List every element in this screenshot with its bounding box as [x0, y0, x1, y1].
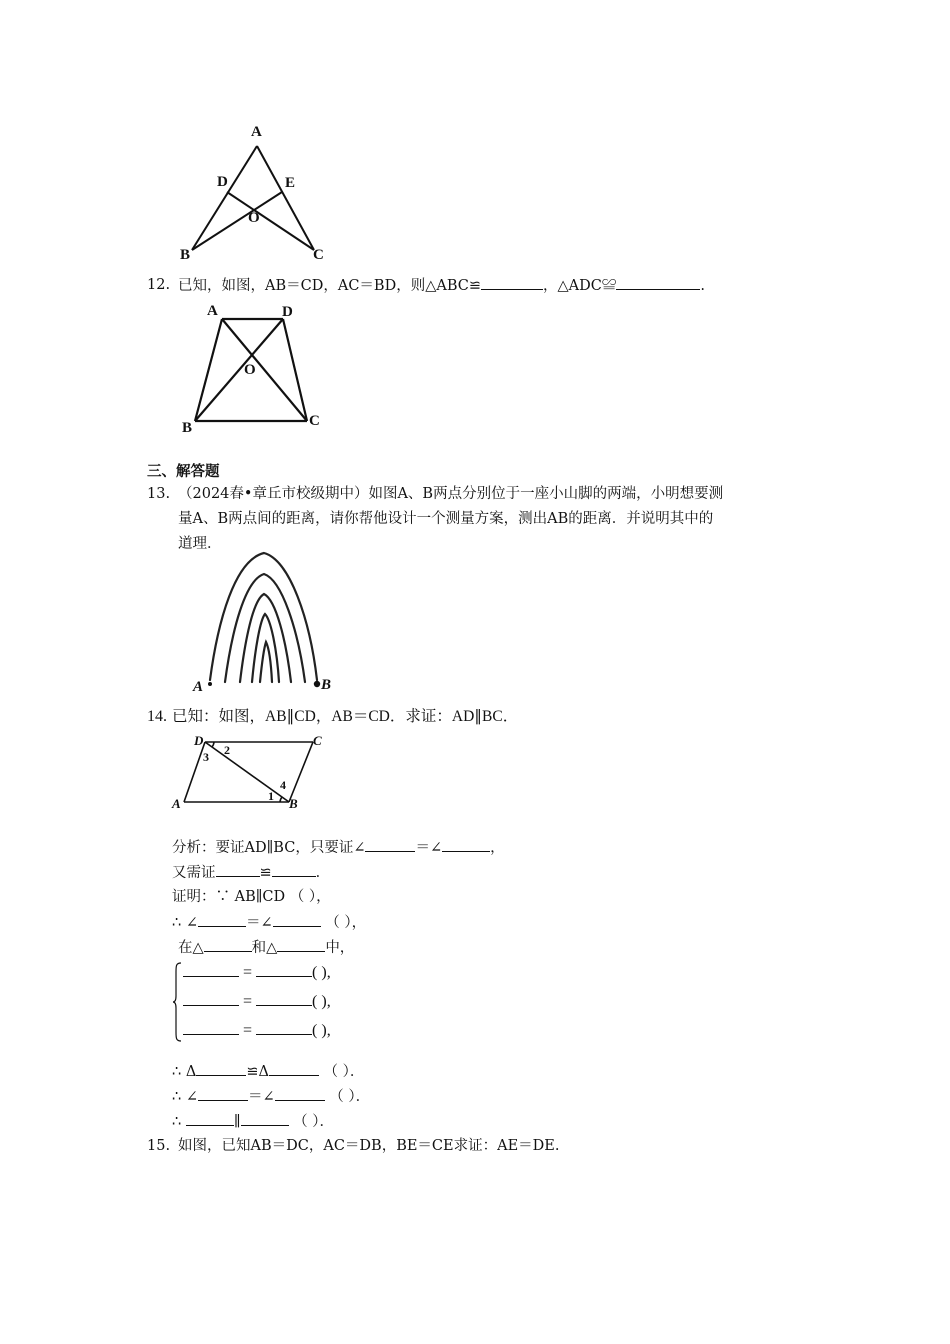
proof-blank-3[interactable] [204, 938, 252, 952]
fig2-label-o: O [244, 362, 256, 378]
conclusion-1-c: （ ）． [318, 1064, 365, 1080]
fig4-label-a: A [172, 796, 181, 811]
fig4-angle-2: 2 [224, 743, 230, 757]
fig1-label-b: B [180, 247, 191, 263]
conclusion-blank-4[interactable] [275, 1087, 325, 1101]
system-eq-3: = [243, 1022, 253, 1039]
conclusion-blank-3[interactable] [198, 1087, 248, 1101]
proof-l5-b: 和△ [251, 940, 278, 956]
analysis-l1-b: ＝∠ [415, 840, 443, 856]
analysis-l2-a: 又需证 [172, 865, 216, 881]
proof-l5-c: 中， [325, 940, 355, 956]
system-blank-1b[interactable] [256, 963, 312, 977]
system-paren-1: ( ), [312, 964, 331, 981]
analysis-blank-2[interactable] [442, 838, 490, 852]
fig3-label-a: A [193, 679, 204, 695]
q15-text: 如图，已知AB＝DC，AC＝DB，BE＝CE求证：AE＝DE. [178, 1138, 560, 1154]
conclusion-line-3 [172, 1112, 334, 1131]
fig2-label-c: C [309, 413, 320, 429]
conclusion-3-a: ∴ [172, 1114, 186, 1130]
proof-l4-b: ＝∠ [245, 915, 273, 931]
system-eq-2: = [243, 993, 253, 1010]
section-heading: 三、解答题 [147, 463, 220, 480]
proof-l4-a: ∴ ∠ [172, 915, 198, 931]
fig1-label-o: O [248, 210, 260, 226]
analysis-blank-3[interactable] [216, 863, 260, 877]
analysis-blank-1[interactable] [365, 838, 415, 852]
proof-l4-c: （ ）， [320, 915, 367, 931]
proof-blank-4[interactable] [277, 938, 325, 952]
analysis-l2-b: ≌ [259, 865, 272, 881]
system-blank-3a[interactable] [183, 1021, 239, 1035]
conclusion-blank-5[interactable] [186, 1112, 234, 1126]
conclusion-3-b: ∥ [233, 1114, 241, 1130]
q14-number: 14. [147, 708, 167, 725]
conclusion-1-b: ≌Δ [246, 1064, 269, 1080]
proof-line-2 [172, 913, 366, 932]
analysis-blank-4[interactable] [272, 863, 316, 877]
conclusion-line-1 [172, 1062, 364, 1081]
fig4-label-b: B [289, 796, 298, 811]
conclusion-blank-1[interactable] [196, 1062, 246, 1076]
fig4-label-c: C [313, 733, 322, 748]
system-eq-1: = [243, 964, 253, 981]
analysis-l1-a: 分析：要证AD∥BC，只要证∠ [172, 840, 366, 856]
fig1-label-e: E [285, 175, 296, 191]
fig2-label-b: B [182, 420, 193, 436]
q13-line-1: （2024春•章丘市校级期中）如图A、B两点分别位于一座小山脚的两端，小明想要测 [178, 486, 724, 502]
system-row-3 [183, 1021, 331, 1040]
q12-text-end: . [700, 278, 705, 294]
q12-blank-1[interactable] [481, 276, 543, 290]
fig1-label-c: C [313, 247, 324, 263]
system-blank-1a[interactable] [183, 963, 239, 977]
conclusion-2-a: ∴ ∠ [172, 1089, 198, 1105]
system-paren-3: ( ), [312, 1022, 331, 1039]
fig1-label-d: D [217, 174, 228, 190]
conclusion-2-b: ＝∠ [247, 1089, 275, 1105]
system-blank-2a[interactable] [183, 992, 239, 1006]
conclusion-line-2 [172, 1087, 370, 1106]
left-brace [172, 962, 182, 1042]
q13-line-2: 量A、B两点间的距离，请你帮他设计一个测量方案，测出AB的距离．并说明其中的 [178, 511, 714, 527]
system-row-1 [183, 963, 331, 982]
q15-number: 15. [147, 1138, 171, 1154]
conclusion-1-a: ∴ Δ [172, 1064, 197, 1080]
proof-line-1: 证明：∵ AB∥CD （ ）， [172, 889, 331, 905]
proof-blank-2[interactable] [273, 913, 321, 927]
system-blank-2b[interactable] [256, 992, 312, 1006]
conclusion-3-c: （ ）． [288, 1114, 335, 1130]
proof-l5-a: 在△ [178, 940, 204, 956]
conclusion-blank-6[interactable] [241, 1112, 289, 1126]
fig4-angle-1: 1 [268, 789, 274, 803]
analysis-line-1 [172, 838, 505, 857]
fig4-angle-3: 3 [203, 750, 209, 764]
q13-number: 13. [147, 486, 171, 502]
system-row-2 [183, 992, 331, 1011]
q12-blank-2[interactable] [616, 276, 700, 290]
analysis-l1-c: ， [490, 840, 505, 856]
analysis-line-2 [172, 863, 330, 882]
analysis-l2-c: ． [315, 865, 331, 881]
conclusion-2-c: （ ）． [324, 1089, 371, 1105]
proof-blank-1[interactable] [198, 913, 246, 927]
conclusion-blank-2[interactable] [269, 1062, 319, 1076]
fig4-angle-4: 4 [280, 778, 286, 792]
system-paren-2: ( ), [312, 993, 331, 1010]
fig3-label-b: B [321, 677, 332, 693]
q12-text-a: 已知，如图，AB＝CD，AC＝BD，则△ABC≌ [178, 278, 481, 294]
proof-line-3 [178, 938, 354, 957]
q14-text: 已知：如图，AB∥CD，AB＝CD．求证：AD∥BC． [172, 708, 519, 725]
q12-number: 12. [147, 277, 171, 293]
system-blank-3b[interactable] [256, 1021, 312, 1035]
q13-line-3: 道理． [178, 536, 222, 552]
q12-text [178, 276, 705, 295]
fig2-label-d: D [282, 304, 293, 320]
q12-text-b: ，△ADC≌ [542, 278, 617, 294]
fig4-label-d: D [194, 733, 204, 748]
fig2-label-a: A [207, 303, 218, 319]
fig1-label-a: A [251, 124, 262, 140]
